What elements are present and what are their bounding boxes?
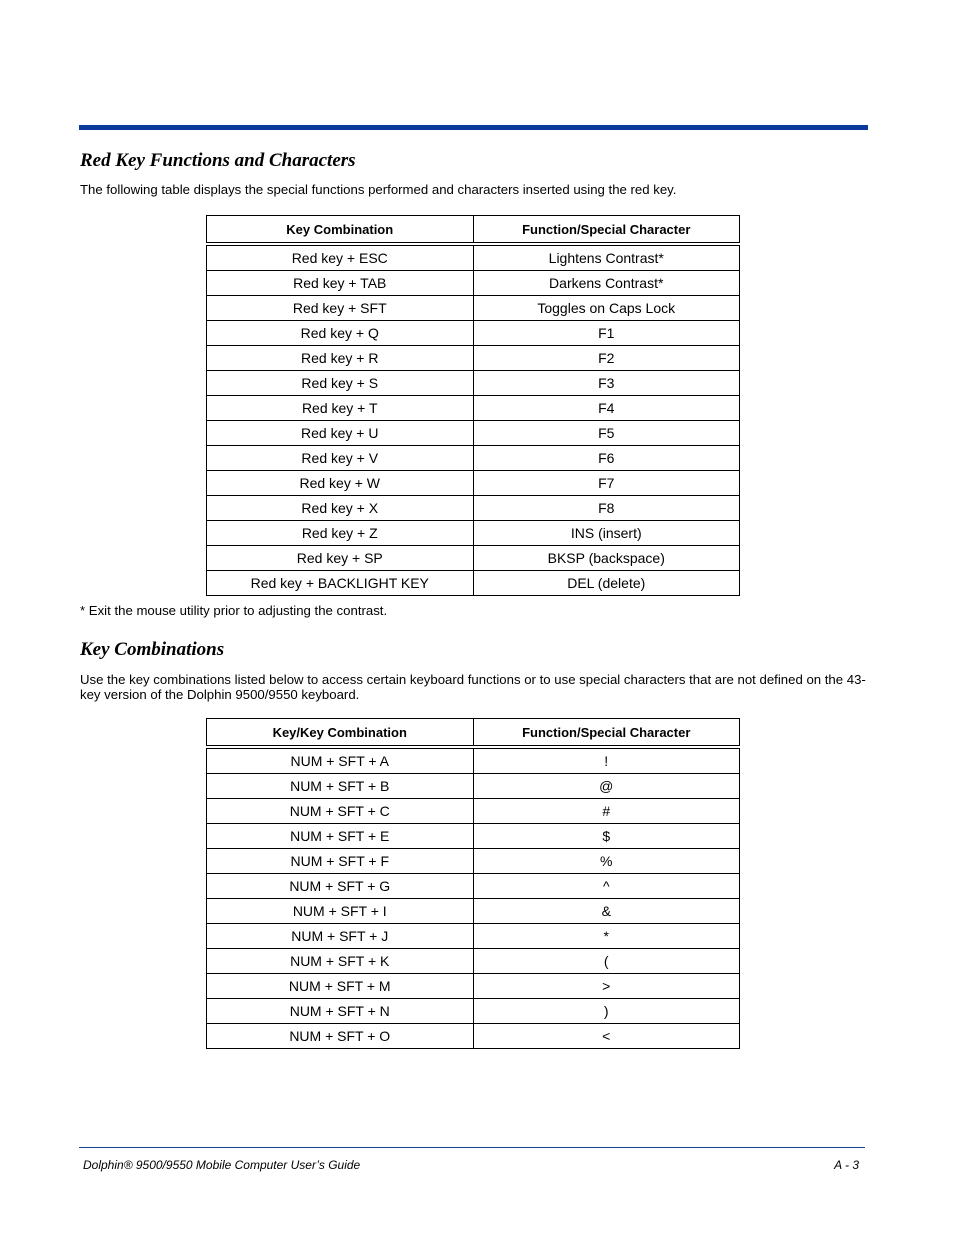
column-header: Key Combination <box>207 216 474 245</box>
function-cell: Darkens Contrast* <box>473 271 740 296</box>
table-row <box>207 799 740 824</box>
function-cell: @ <box>473 774 740 799</box>
function-cell: ! <box>473 747 740 774</box>
key-combination-cell: NUM + SFT + I <box>207 899 474 924</box>
key-combination-cell: NUM + SFT + F <box>207 849 474 874</box>
section-intro-red-key: The following table displays the special functions performed and characters inserted using the red key. <box>80 182 677 197</box>
key-combination-table <box>206 718 740 1049</box>
section-title-red-key: Red Key Functions and Characters <box>80 150 356 171</box>
function-cell: F5 <box>473 421 740 446</box>
key-combination-cell: NUM + SFT + O <box>207 1024 474 1049</box>
table-row <box>207 924 740 949</box>
key-combination-cell: Red key + X <box>207 496 474 521</box>
footer-guide-title: Dolphin® 9500/9550 Mobile Computer User’s Guide <box>83 1158 361 1172</box>
key-combination-cell: Red key + TAB <box>207 271 474 296</box>
table-row <box>207 546 740 571</box>
column-header: Key/Key Combination <box>207 719 474 748</box>
function-cell: ) <box>473 999 740 1024</box>
key-combination-cell: Red key + ESC <box>207 244 474 271</box>
table-row <box>207 747 740 774</box>
key-combination-cell: Red key + SP <box>207 546 474 571</box>
function-cell: F1 <box>473 321 740 346</box>
key-combination-cell: NUM + SFT + G <box>207 874 474 899</box>
function-cell: ^ <box>473 874 740 899</box>
key-combination-cell: NUM + SFT + C <box>207 799 474 824</box>
table-row <box>207 1024 740 1049</box>
function-cell: # <box>473 799 740 824</box>
table-row <box>207 371 740 396</box>
table-row <box>207 521 740 546</box>
key-combination-cell: Red key + T <box>207 396 474 421</box>
footer-rule <box>79 1147 865 1148</box>
function-cell: F4 <box>473 396 740 421</box>
function-cell: > <box>473 974 740 999</box>
key-combination-cell: NUM + SFT + B <box>207 774 474 799</box>
function-cell: F2 <box>473 346 740 371</box>
red-key-table <box>206 215 740 596</box>
function-cell: Lightens Contrast* <box>473 244 740 271</box>
table-row <box>207 346 740 371</box>
table-row <box>207 244 740 271</box>
contrast-footnote: * Exit the mouse utility prior to adjusting the contrast. <box>80 603 388 618</box>
table-row <box>207 321 740 346</box>
table-row <box>207 824 740 849</box>
key-combination-cell: Red key + U <box>207 421 474 446</box>
section-intro-key-combinations: Use the key combinations listed below to access certain keyboard functions or to use special characters that are not defined on the 43-key version of the Dolphin 9500/9550 keyboard. <box>80 672 866 702</box>
column-header: Function/Special Character <box>473 719 740 748</box>
function-cell: F8 <box>473 496 740 521</box>
function-cell: * <box>473 924 740 949</box>
column-header: Function/Special Character <box>473 216 740 245</box>
function-cell: F7 <box>473 471 740 496</box>
table-row <box>207 271 740 296</box>
function-cell: % <box>473 849 740 874</box>
function-cell: F6 <box>473 446 740 471</box>
key-combination-cell: NUM + SFT + N <box>207 999 474 1024</box>
key-combination-cell: Red key + W <box>207 471 474 496</box>
table-row <box>207 571 740 596</box>
key-combination-cell: Red key + BACKLIGHT KEY <box>207 571 474 596</box>
function-cell: BKSP (backspace) <box>473 546 740 571</box>
section-title-key-combinations: Key Combinations <box>80 639 225 660</box>
key-combination-cell: NUM + SFT + J <box>207 924 474 949</box>
table-row <box>207 899 740 924</box>
key-combination-cell: NUM + SFT + A <box>207 747 474 774</box>
table-row <box>207 396 740 421</box>
function-cell: F3 <box>473 371 740 396</box>
key-combination-cell: Red key + V <box>207 446 474 471</box>
footer-page-number: A - 3 <box>834 1158 859 1172</box>
table-row <box>207 471 740 496</box>
table-row <box>207 446 740 471</box>
function-cell: $ <box>473 824 740 849</box>
header-rule <box>79 125 868 130</box>
table-row <box>207 974 740 999</box>
table-row <box>207 774 740 799</box>
key-combination-cell: Red key + Z <box>207 521 474 546</box>
key-combination-cell: Red key + SFT <box>207 296 474 321</box>
key-combination-cell: Red key + S <box>207 371 474 396</box>
function-cell: DEL (delete) <box>473 571 740 596</box>
function-cell: INS (insert) <box>473 521 740 546</box>
function-cell: & <box>473 899 740 924</box>
function-cell: ( <box>473 949 740 974</box>
table-row <box>207 296 740 321</box>
table-row <box>207 999 740 1024</box>
key-combination-cell: NUM + SFT + M <box>207 974 474 999</box>
key-combination-cell: Red key + Q <box>207 321 474 346</box>
key-combination-cell: NUM + SFT + E <box>207 824 474 849</box>
table-row <box>207 496 740 521</box>
function-cell: Toggles on Caps Lock <box>473 296 740 321</box>
table-row <box>207 849 740 874</box>
table-row <box>207 874 740 899</box>
table-row <box>207 949 740 974</box>
function-cell: < <box>473 1024 740 1049</box>
table-row <box>207 421 740 446</box>
key-combination-cell: Red key + R <box>207 346 474 371</box>
key-combination-cell: NUM + SFT + K <box>207 949 474 974</box>
